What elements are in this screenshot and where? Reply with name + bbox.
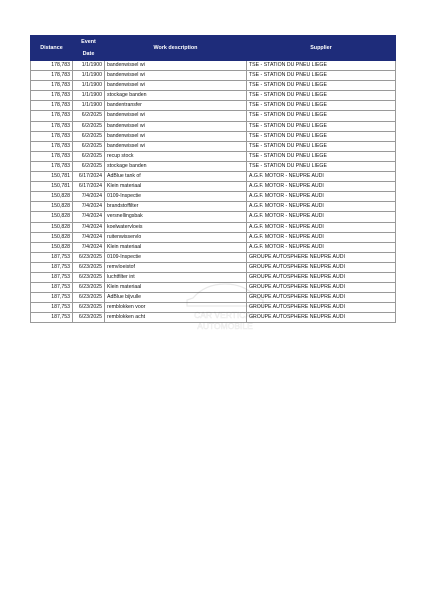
cell-work-description: Klein materiaal <box>105 283 247 293</box>
table-row <box>31 272 396 282</box>
cell-event-date: 7/4/2024 <box>73 202 105 212</box>
cell-work-description: bandenwissel wi <box>105 131 247 141</box>
cell-distance: 187,753 <box>31 313 73 323</box>
cell-event-date: 1/1/1900 <box>73 91 105 101</box>
cell-supplier: TSE - STATION DU PNEU LIEGE <box>247 71 396 81</box>
cell-distance: 178,783 <box>31 131 73 141</box>
cell-supplier: TSE - STATION DU PNEU LIEGE <box>247 61 396 71</box>
table-row <box>31 172 396 182</box>
cell-distance: 178,783 <box>31 151 73 161</box>
cell-event-date: 6/23/2025 <box>73 303 105 313</box>
cell-supplier: TSE - STATION DU PNEU LIEGE <box>247 81 396 91</box>
cell-work-description: ruitenwisservlo <box>105 232 247 242</box>
cell-supplier: A.G.F. MOTOR - NEUPRE AUDI <box>247 232 396 242</box>
table-row <box>31 222 396 232</box>
cell-supplier: TSE - STATION DU PNEU LIEGE <box>247 161 396 171</box>
cell-supplier: A.G.F. MOTOR - NEUPRE AUDI <box>247 222 396 232</box>
table-row <box>31 262 396 272</box>
header-distance: Distance <box>31 36 73 61</box>
cell-event-date: 6/23/2025 <box>73 293 105 303</box>
cell-work-description: stockage banden <box>105 161 247 171</box>
cell-work-description: AdBlue tank of <box>105 172 247 182</box>
table-row <box>31 121 396 131</box>
header-event-date: Event Date <box>73 36 105 61</box>
cell-event-date: 6/17/2024 <box>73 182 105 192</box>
cell-distance: 187,753 <box>31 283 73 293</box>
cell-distance: 150,828 <box>31 192 73 202</box>
cell-work-description: 0109-Inspectie <box>105 252 247 262</box>
table-row <box>31 161 396 171</box>
table-row <box>31 71 396 81</box>
table-row <box>31 101 396 111</box>
cell-distance: 187,753 <box>31 262 73 272</box>
cell-supplier: GROUPE AUTOSPHERE NEUPRE AUDI <box>247 303 396 313</box>
cell-work-description: Klein materiaal <box>105 182 247 192</box>
cell-supplier: A.G.F. MOTOR - NEUPRE AUDI <box>247 182 396 192</box>
maintenance-history-table-wrapper <box>30 35 395 323</box>
cell-distance: 187,753 <box>31 293 73 303</box>
cell-event-date: 6/23/2025 <box>73 283 105 293</box>
table-row <box>31 111 396 121</box>
cell-distance: 187,753 <box>31 252 73 262</box>
cell-event-date: 6/17/2024 <box>73 172 105 182</box>
cell-distance: 178,783 <box>31 91 73 101</box>
cell-distance: 150,828 <box>31 222 73 232</box>
cell-distance: 178,783 <box>31 161 73 171</box>
cell-event-date: 1/1/1900 <box>73 61 105 71</box>
cell-supplier: TSE - STATION DU PNEU LIEGE <box>247 91 396 101</box>
cell-supplier: A.G.F. MOTOR - NEUPRE AUDI <box>247 242 396 252</box>
table-row <box>31 81 396 91</box>
cell-supplier: A.G.F. MOTOR - NEUPRE AUDI <box>247 192 396 202</box>
cell-event-date: 1/1/1900 <box>73 101 105 111</box>
cell-work-description: bandenwissel wi <box>105 61 247 71</box>
cell-work-description: remblokken acht <box>105 313 247 323</box>
table-row <box>31 91 396 101</box>
table-row <box>31 141 396 151</box>
cell-supplier: TSE - STATION DU PNEU LIEGE <box>247 111 396 121</box>
table-row <box>31 242 396 252</box>
table-row <box>31 232 396 242</box>
cell-event-date: 6/2/2025 <box>73 151 105 161</box>
cell-distance: 178,783 <box>31 141 73 151</box>
cell-distance: 150,828 <box>31 202 73 212</box>
header-work-description: Work description <box>105 36 247 61</box>
cell-distance: 178,783 <box>31 81 73 91</box>
cell-event-date: 6/2/2025 <box>73 121 105 131</box>
cell-distance: 150,781 <box>31 182 73 192</box>
header-supplier: Supplier <box>247 36 396 61</box>
cell-supplier: GROUPE AUTOSPHERE NEUPRE AUDI <box>247 252 396 262</box>
cell-work-description: recup stock <box>105 151 247 161</box>
cell-distance: 178,783 <box>31 61 73 71</box>
cell-event-date: 7/4/2024 <box>73 212 105 222</box>
cell-work-description: remvloeistof <box>105 262 247 272</box>
cell-work-description: 0109-Inspectie <box>105 192 247 202</box>
cell-work-description: bandentransfer <box>105 101 247 111</box>
cell-supplier: A.G.F. MOTOR - NEUPRE AUDI <box>247 212 396 222</box>
table-row <box>31 182 396 192</box>
cell-supplier: GROUPE AUTOSPHERE NEUPRE AUDI <box>247 283 396 293</box>
cell-event-date: 1/1/1900 <box>73 81 105 91</box>
cell-distance: 150,828 <box>31 232 73 242</box>
table-row <box>31 313 396 323</box>
cell-work-description: bandenwissel wi <box>105 71 247 81</box>
table-row <box>31 252 396 262</box>
cell-work-description: koelwatervloeis <box>105 222 247 232</box>
cell-event-date: 6/2/2025 <box>73 161 105 171</box>
table-row <box>31 61 396 71</box>
cell-supplier: TSE - STATION DU PNEU LIEGE <box>247 131 396 141</box>
cell-supplier: GROUPE AUTOSPHERE NEUPRE AUDI <box>247 313 396 323</box>
cell-distance: 178,783 <box>31 101 73 111</box>
cell-event-date: 6/23/2025 <box>73 313 105 323</box>
cell-distance: 150,828 <box>31 242 73 252</box>
cell-event-date: 6/23/2025 <box>73 272 105 282</box>
table-body <box>31 61 396 323</box>
cell-work-description: remblokken voor <box>105 303 247 313</box>
cell-event-date: 6/23/2025 <box>73 252 105 262</box>
cell-supplier: A.G.F. MOTOR - NEUPRE AUDI <box>247 202 396 212</box>
cell-supplier: GROUPE AUTOSPHERE NEUPRE AUDI <box>247 293 396 303</box>
cell-work-description: bandenwissel wi <box>105 121 247 131</box>
cell-supplier: TSE - STATION DU PNEU LIEGE <box>247 101 396 111</box>
cell-event-date: 6/2/2025 <box>73 111 105 121</box>
cell-work-description: bandenwissel wi <box>105 81 247 91</box>
cell-distance: 187,753 <box>31 272 73 282</box>
cell-event-date: 6/2/2025 <box>73 131 105 141</box>
table-row <box>31 293 396 303</box>
maintenance-history-table <box>30 35 396 323</box>
cell-work-description: brandstoffilter <box>105 202 247 212</box>
cell-distance: 187,753 <box>31 303 73 313</box>
cell-event-date: 1/1/1900 <box>73 71 105 81</box>
cell-distance: 178,783 <box>31 111 73 121</box>
table-row <box>31 212 396 222</box>
cell-event-date: 7/4/2024 <box>73 232 105 242</box>
cell-supplier: GROUPE AUTOSPHERE NEUPRE AUDI <box>247 272 396 282</box>
cell-event-date: 7/4/2024 <box>73 192 105 202</box>
cell-event-date: 6/23/2025 <box>73 262 105 272</box>
cell-work-description: versnellingsbak <box>105 212 247 222</box>
cell-supplier: TSE - STATION DU PNEU LIEGE <box>247 121 396 131</box>
cell-event-date: 6/2/2025 <box>73 141 105 151</box>
cell-work-description: bandenwissel wi <box>105 141 247 151</box>
cell-supplier: TSE - STATION DU PNEU LIEGE <box>247 141 396 151</box>
table-row <box>31 131 396 141</box>
cell-distance: 150,781 <box>31 172 73 182</box>
cell-work-description: bandenwissel wi <box>105 111 247 121</box>
cell-work-description: luchtfilter int <box>105 272 247 282</box>
table-row <box>31 303 396 313</box>
watermark-text-top: CAR VERTICAL <box>194 310 256 320</box>
table-row <box>31 192 396 202</box>
cell-event-date: 7/4/2024 <box>73 242 105 252</box>
cell-work-description: AdBlue bijvulle <box>105 293 247 303</box>
watermark-text-bottom: AUTOMOBILE <box>197 321 253 331</box>
cell-supplier: GROUPE AUTOSPHERE NEUPRE AUDI <box>247 262 396 272</box>
cell-distance: 150,828 <box>31 212 73 222</box>
table-header-row <box>31 36 396 61</box>
cell-work-description: Klein materiaal <box>105 242 247 252</box>
cell-supplier: TSE - STATION DU PNEU LIEGE <box>247 151 396 161</box>
table-row <box>31 151 396 161</box>
table-row <box>31 202 396 212</box>
cell-distance: 178,783 <box>31 71 73 81</box>
cell-distance: 178,783 <box>31 121 73 131</box>
cell-event-date: 7/4/2024 <box>73 222 105 232</box>
cell-supplier: A.G.F. MOTOR - NEUPRE AUDI <box>247 172 396 182</box>
table-row <box>31 283 396 293</box>
cell-work-description: stockage banden <box>105 91 247 101</box>
